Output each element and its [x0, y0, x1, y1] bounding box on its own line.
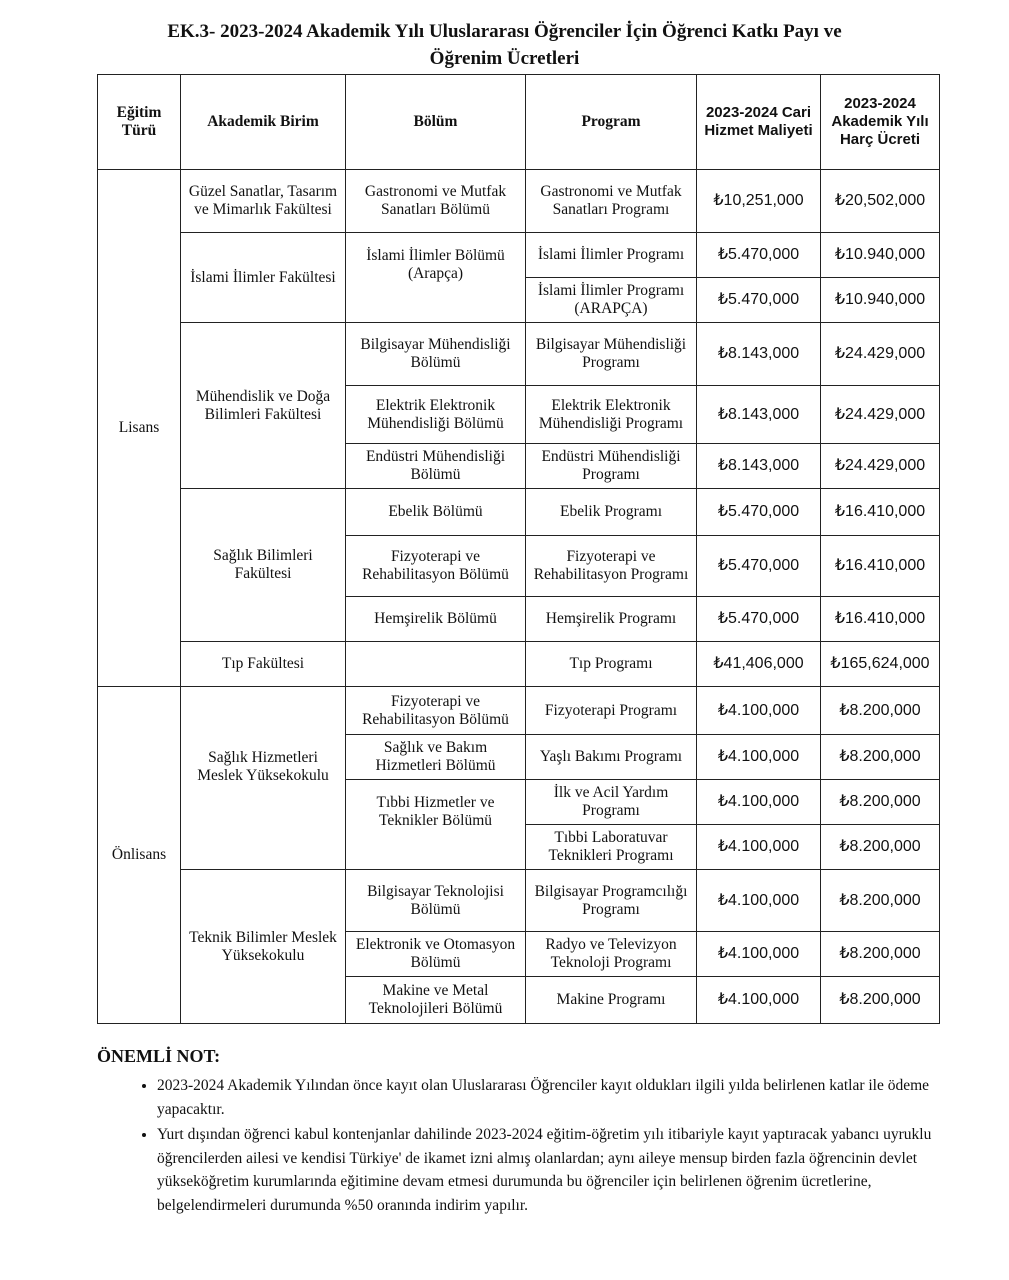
- fee-cell: ₺10.940,000: [821, 233, 940, 278]
- department-ebelik: Ebelik Bölümü: [346, 489, 526, 536]
- program-cell: Makine Programı: [526, 977, 697, 1024]
- cost-cell: ₺4.100,000: [697, 687, 821, 735]
- fee-cell: ₺24.429,000: [821, 386, 940, 444]
- unit-tip: Tıp Fakültesi: [181, 642, 346, 687]
- important-note: [97, 1044, 939, 1219]
- program-cell: Fizyoterapi Programı: [526, 687, 697, 735]
- level-lisans: Lisans: [98, 170, 181, 687]
- fee-cell: ₺8.200,000: [821, 932, 940, 977]
- fee-cell: ₺24.429,000: [821, 323, 940, 386]
- program-cell: Yaşlı Bakımı Programı: [526, 735, 697, 780]
- cost-cell: ₺5.470,000: [697, 597, 821, 642]
- unit-islami-ilimler: İslami İlimler Fakültesi: [181, 233, 346, 323]
- cost-cell: ₺8.143,000: [697, 386, 821, 444]
- department-saglik-bakim: Sağlık ve Bakım Hizmetleri Bölümü: [346, 735, 526, 780]
- title-line-2: Öğrenim Ücretleri: [429, 48, 580, 69]
- fee-cell: ₺8.200,000: [821, 870, 940, 932]
- title-line-1: EK.3- 2023-2024 Akademik Yılı Uluslararası Öğrenciler İçin Öğrenci Katkı Payı ve: [167, 21, 842, 42]
- table-row: [98, 323, 940, 386]
- table-row: [98, 870, 940, 932]
- header-row: [98, 75, 940, 170]
- cost-cell: ₺5.470,000: [697, 278, 821, 323]
- department-endustri-muhendisligi: Endüstri Mühendisliği Bölümü: [346, 444, 526, 489]
- unit-guzel-sanatlar: Güzel Sanatlar, Tasarım ve Mimarlık Fakültesi: [181, 170, 346, 233]
- department-tip: [346, 642, 526, 687]
- unit-teknik-bilimler-myo: Teknik Bilimler Meslek Yüksekokulu: [181, 870, 346, 1024]
- header-bolum: Bölüm: [346, 75, 526, 170]
- unit-saglik-bilimleri: Sağlık Bilimleri Fakültesi: [181, 489, 346, 642]
- program-cell: Bilgisayar Programcılığı Programı: [526, 870, 697, 932]
- cost-cell: ₺4.100,000: [697, 825, 821, 870]
- note-item: • Yurt dışından öğrenci kabul kontenjanlar dahilinde 2023-2024 eğitim-öğretim yılı itibariyle kayıt yaptıracak yabancı uyruklu öğrencilerden ailesi ve kendisi Türkiye' de ikamet izni almış olanlardan; aynı aileye mensup birden fazla öğrencinin devlet yükseköğretim kurumlarında eğitimine devam etmesi durumunda bu öğrenciler için belirlenen öğrenim ücretlerine, belgelendirmeleri durumunda %50 oranında indirim yapılır.: [157, 1123, 939, 1217]
- table-row: [98, 170, 940, 233]
- department-fizyoterapi-onlisans: Fizyoterapi ve Rehabilitasyon Bölümü: [346, 687, 526, 735]
- fee-cell: ₺8.200,000: [821, 825, 940, 870]
- fee-cell: ₺8.200,000: [821, 780, 940, 825]
- department-gastronomi: Gastronomi ve Mutfak Sanatları Bölümü: [346, 170, 526, 233]
- table-row: [98, 233, 940, 278]
- program-cell: Elektrik Elektronik Mühendisliği Programı: [526, 386, 697, 444]
- fee-cell: ₺16.410,000: [821, 597, 940, 642]
- cost-cell: ₺4.100,000: [697, 735, 821, 780]
- cost-cell: ₺8.143,000: [697, 444, 821, 489]
- cost-cell: ₺4.100,000: [697, 870, 821, 932]
- department-islami-ilimler: İslami İlimler Bölümü (Arapça): [346, 233, 526, 323]
- table-row: [98, 642, 940, 687]
- program-cell: Gastronomi ve Mutfak Sanatları Programı: [526, 170, 697, 233]
- unit-saglik-hizmetleri-myo: Sağlık Hizmetleri Meslek Yüksekokulu: [181, 687, 346, 870]
- cost-cell: ₺4.100,000: [697, 780, 821, 825]
- cost-cell: ₺4.100,000: [697, 932, 821, 977]
- program-cell: Tıbbi Laboratuvar Teknikleri Programı: [526, 825, 697, 870]
- fee-cell: ₺8.200,000: [821, 735, 940, 780]
- cost-cell: ₺41,406,000: [697, 642, 821, 687]
- note-title: ÖNEMLİ NOT:: [97, 1046, 221, 1066]
- fee-cell: ₺16.410,000: [821, 536, 940, 597]
- program-cell: İslami İlimler Programı (ARAPÇA): [526, 278, 697, 323]
- header-egitim-turu: Eğitim Türü: [98, 75, 181, 170]
- fee-cell: ₺8.200,000: [821, 687, 940, 735]
- department-elektrik-elektronik: Elektrik Elektronik Mühendisliği Bölümü: [346, 386, 526, 444]
- cost-cell: ₺5.470,000: [697, 536, 821, 597]
- fee-cell: ₺24.429,000: [821, 444, 940, 489]
- header-akademik-birim: Akademik Birim: [181, 75, 346, 170]
- program-cell: Tıp Programı: [526, 642, 697, 687]
- header-harc-ucreti: 2023-2024 Akademik Yılı Harç Ücreti: [821, 75, 940, 170]
- program-cell: İslami İlimler Programı: [526, 233, 697, 278]
- cost-cell: ₺8.143,000: [697, 323, 821, 386]
- department-bilgisayar-muhendisligi: Bilgisayar Mühendisliği Bölümü: [346, 323, 526, 386]
- level-onlisans: Önlisans: [98, 687, 181, 1024]
- program-cell: İlk ve Acil Yardım Programı: [526, 780, 697, 825]
- fee-cell: ₺165,624,000: [821, 642, 940, 687]
- note-item: • 2023-2024 Akademik Yılından önce kayıt olan Uluslararası Öğrenciler kayıt oldukları ilgili yılda belirlenen katlar ile ödeme yapacaktır.: [157, 1074, 939, 1121]
- program-cell: Radyo ve Televizyon Teknoloji Programı: [526, 932, 697, 977]
- department-makine-metal: Makine ve Metal Teknolojileri Bölümü: [346, 977, 526, 1024]
- department-tibbi-hizmetler: Tıbbi Hizmetler ve Teknikler Bölümü: [346, 780, 526, 870]
- cost-cell: ₺5.470,000: [697, 489, 821, 536]
- header-program: Program: [526, 75, 697, 170]
- program-cell: Endüstri Mühendisliği Programı: [526, 444, 697, 489]
- fee-table: [97, 74, 940, 1024]
- unit-muhendislik: Mühendislik ve Doğa Bilimleri Fakültesi: [181, 323, 346, 489]
- cost-cell: ₺4.100,000: [697, 977, 821, 1024]
- program-cell: Fizyoterapi ve Rehabilitasyon Programı: [526, 536, 697, 597]
- table-row: [98, 489, 940, 536]
- cost-cell: ₺5.470,000: [697, 233, 821, 278]
- header-cari-hizmet-maliyeti: 2023-2024 Cari Hizmet Maliyeti: [697, 75, 821, 170]
- fee-cell: ₺10.940,000: [821, 278, 940, 323]
- table-row: [98, 687, 940, 735]
- department-fizyoterapi: Fizyoterapi ve Rehabilitasyon Bölümü: [346, 536, 526, 597]
- department-elektronik-otomasyon: Elektronik ve Otomasyon Bölümü: [346, 932, 526, 977]
- note-list: [97, 1074, 939, 1217]
- department-bilgisayar-teknolojisi: Bilgisayar Teknolojisi Bölümü: [346, 870, 526, 932]
- cost-cell: ₺10,251,000: [697, 170, 821, 233]
- department-hemsirelik: Hemşirelik Bölümü: [346, 597, 526, 642]
- fee-cell: ₺16.410,000: [821, 489, 940, 536]
- fee-cell: ₺8.200,000: [821, 977, 940, 1024]
- document-title: [0, 18, 1009, 72]
- program-cell: Ebelik Programı: [526, 489, 697, 536]
- program-cell: Hemşirelik Programı: [526, 597, 697, 642]
- fee-cell: ₺20,502,000: [821, 170, 940, 233]
- program-cell: Bilgisayar Mühendisliği Programı: [526, 323, 697, 386]
